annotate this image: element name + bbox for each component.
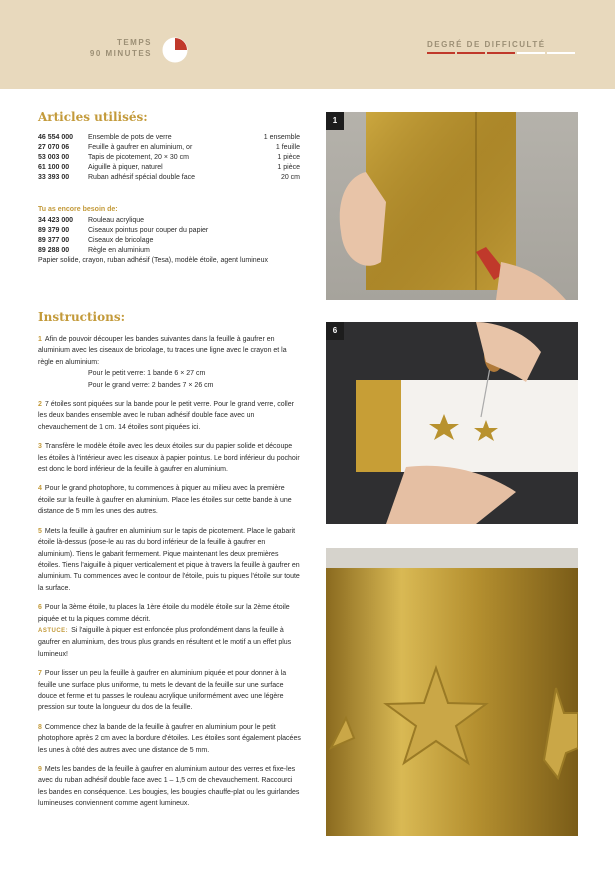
step-text: Mets la feuille à gaufrer en aluminium sur le tapis de picotement. Place le gabarit étoile là-dessus (pose-le au ras du bord inférieur de la feuille à gaufrer en aluminium). Tiens le gabarit fermement. Pique maintenant les deux premières étoiles. Tiens l'aiguille à piquer verticalement et pique à travers la feuille à gaufrer en aluminium. Tu commences avec le contour de l'étoile, puis tu piques l'étoile sur toute la surface. xyxy=(38,527,300,592)
difficulty-bar xyxy=(517,52,545,54)
article-row xyxy=(38,153,300,163)
extra-note: Papier solide, crayon, ruban adhésif (Tesa), modèle étoile, agent lumineux xyxy=(38,257,268,264)
step-sub: Pour le petit verre: 1 bande 6 × 27 cm xyxy=(88,370,206,378)
article-qty: 1 feuille xyxy=(275,144,300,151)
step-number: 1 xyxy=(38,336,42,343)
step-number: 8 xyxy=(38,723,42,731)
instruction-step xyxy=(38,334,302,391)
instruction-step xyxy=(38,722,302,756)
article-code: 61 100 00 xyxy=(38,164,70,171)
article-qty: 20 cm xyxy=(280,174,300,181)
article-name: Feuille à gaufrer en aluminium, or xyxy=(88,144,193,151)
article-name: Ensemble de pots de verre xyxy=(88,134,172,141)
extra-row xyxy=(38,246,300,256)
extra-list xyxy=(38,216,300,266)
step-number: 3 xyxy=(38,443,42,451)
articles-title: Articles utilisés: xyxy=(38,110,148,124)
astuce xyxy=(38,625,302,660)
instruction-step xyxy=(38,399,302,433)
article-code: 27 070 06 xyxy=(38,144,70,151)
article-row xyxy=(38,173,300,183)
step-text: Mets les bandes de la feuille à gaufrer en aluminium autour des verres et fixe-les avec du ruban adhésif double face avec 1 – 1,5 cm de chevauchement. Raccourci les bandes en conséquence. Les bougies, les bougies chauffe-plat ou les guirlandes lumineuses conviennent comme agent lumineux. xyxy=(38,766,300,808)
time-value: 90 MINUTES xyxy=(89,49,152,58)
extra-name: Ciseaux pointus pour couper du papier xyxy=(88,227,209,234)
extra-name: Règle en aluminium xyxy=(88,247,150,254)
step-text: Afin de pouvoir découper les bandes suivantes dans la feuille à gaufrer en aluminium avec les ciseaux de bricolage, tu traces une ligne avec le crayon et la règle en aluminium: xyxy=(38,336,287,366)
extra-name: Rouleau acrylique xyxy=(88,217,145,224)
step-text: Pour la 3ème étoile, tu places la 1ère étoile du modèle étoile sur la 2ème étoile piquée et tu la piques comme décrit. xyxy=(38,604,290,623)
step-number: 5 xyxy=(38,527,42,535)
page-header xyxy=(0,0,615,89)
article-code: 53 003 00 xyxy=(38,154,70,161)
step-badge: 6 xyxy=(326,322,344,340)
photo-cutting-foil xyxy=(326,112,578,300)
instruction-step xyxy=(38,668,302,714)
astuce-text: Si l'aiguille à piquer est enfoncée plus profondément dans la feuille à gaufrer en aluminium, des trous plus grands en résultent et le motif a un effet plus lumineux! xyxy=(38,626,292,658)
article-qty: 1 pièce xyxy=(277,154,300,161)
instruction-step xyxy=(38,483,302,517)
step-number: 4 xyxy=(38,485,42,493)
step-number: 6 xyxy=(38,604,42,612)
step-text: Pour lisser un peu la feuille à gaufrer en aluminium piquée et pour donner à la feuille une surface plus uniforme, tu mets le devant de la feuille sur une surface douce et ferme et tu passes le rouleau acrylique uniformément avec une légère pression sur toute la longueur du dos de la feuille. xyxy=(38,670,287,712)
extra-title: Tu as encore besoin de: xyxy=(38,206,118,213)
step-text: 7 étoiles sont piquées sur la bande pour le petit verre. Pour le grand verre, coller les deux bandes ensemble avec le ruban adhésif double face avec un chevauchement de 1 cm. 14 étoiles sont piquées ici. xyxy=(38,401,294,431)
instruction-step xyxy=(38,441,302,475)
instructions-list xyxy=(38,334,302,818)
step-number: 7 xyxy=(38,670,42,678)
difficulty-rating xyxy=(427,52,575,54)
instruction-step xyxy=(38,764,302,810)
articles-list xyxy=(38,133,300,183)
difficulty-bar xyxy=(427,52,455,54)
finished-lantern-illustration xyxy=(326,548,578,836)
step-badge: 1 xyxy=(326,112,344,130)
step-number: 9 xyxy=(38,766,42,773)
difficulty-bar xyxy=(457,52,485,54)
step-number: 2 xyxy=(38,401,42,409)
astuce-label: ASTUCE: xyxy=(38,627,69,634)
step-text: Commence chez la bande de la feuille à gaufrer en aluminium pour le petit photophore après 2 cm avec la bordure d'étoiles. Les étoiles sont également placées les unes à côté des autres avec une distance de 5 mm. xyxy=(38,723,301,754)
extra-row xyxy=(38,236,300,246)
article-name: Aiguille à piquer, naturel xyxy=(88,164,163,171)
extra-code: 34 423 000 xyxy=(38,217,74,224)
article-row xyxy=(38,163,300,173)
extra-code: 89 288 00 xyxy=(38,247,70,254)
time-block xyxy=(72,38,152,58)
extra-row xyxy=(38,226,300,236)
instructions-title: Instructions: xyxy=(38,310,126,324)
step-text: Transfère le modèle étoile avec les deux étoiles sur du papier solide et découpe les étoiles à l'intérieur avec les ciseaux à papier pointus. Le bord inférieur du pochoir est donc le bord inférieur de la feuille à gaufrer en aluminium. xyxy=(38,443,300,474)
extra-code: 89 377 00 xyxy=(38,237,70,244)
time-label: TEMPS xyxy=(116,38,152,47)
pricking-stars-illustration xyxy=(326,322,578,524)
extra-name: Ciseaux de bricolage xyxy=(88,237,154,244)
difficulty-bar xyxy=(487,52,515,54)
article-code: 46 554 000 xyxy=(38,134,74,141)
instruction-step xyxy=(38,526,302,594)
article-qty: 1 pièce xyxy=(277,164,300,171)
instruction-step xyxy=(38,602,302,660)
extra-row xyxy=(38,216,300,226)
photo-pricking-stars xyxy=(326,322,578,524)
article-row xyxy=(38,133,300,143)
difficulty-label: DEGRÉ DE DIFFICULTÉ xyxy=(427,40,546,49)
photo-finished-lantern xyxy=(326,548,578,836)
article-qty: 1 ensemble xyxy=(263,134,300,141)
step-text: Pour le grand photophore, tu commences à piquer au milieu avec la première étoile sur la feuille à gaufrer en aluminium. Place les étoiles sur cette bande à une distance de 5 mm les unes des autres. xyxy=(38,485,292,516)
article-name: Ruban adhésif spécial double face xyxy=(88,174,196,181)
step-sub: Pour le grand verre: 2 bandes 7 × 26 cm xyxy=(88,381,214,389)
difficulty-bar xyxy=(547,52,575,54)
article-code: 33 393 00 xyxy=(38,174,70,181)
clock-icon xyxy=(162,37,188,63)
cutting-foil-illustration xyxy=(326,112,578,300)
article-row xyxy=(38,143,300,153)
article-name: Tapis de picotement, 20 × 30 cm xyxy=(88,154,189,161)
extra-code: 89 379 00 xyxy=(38,227,70,234)
